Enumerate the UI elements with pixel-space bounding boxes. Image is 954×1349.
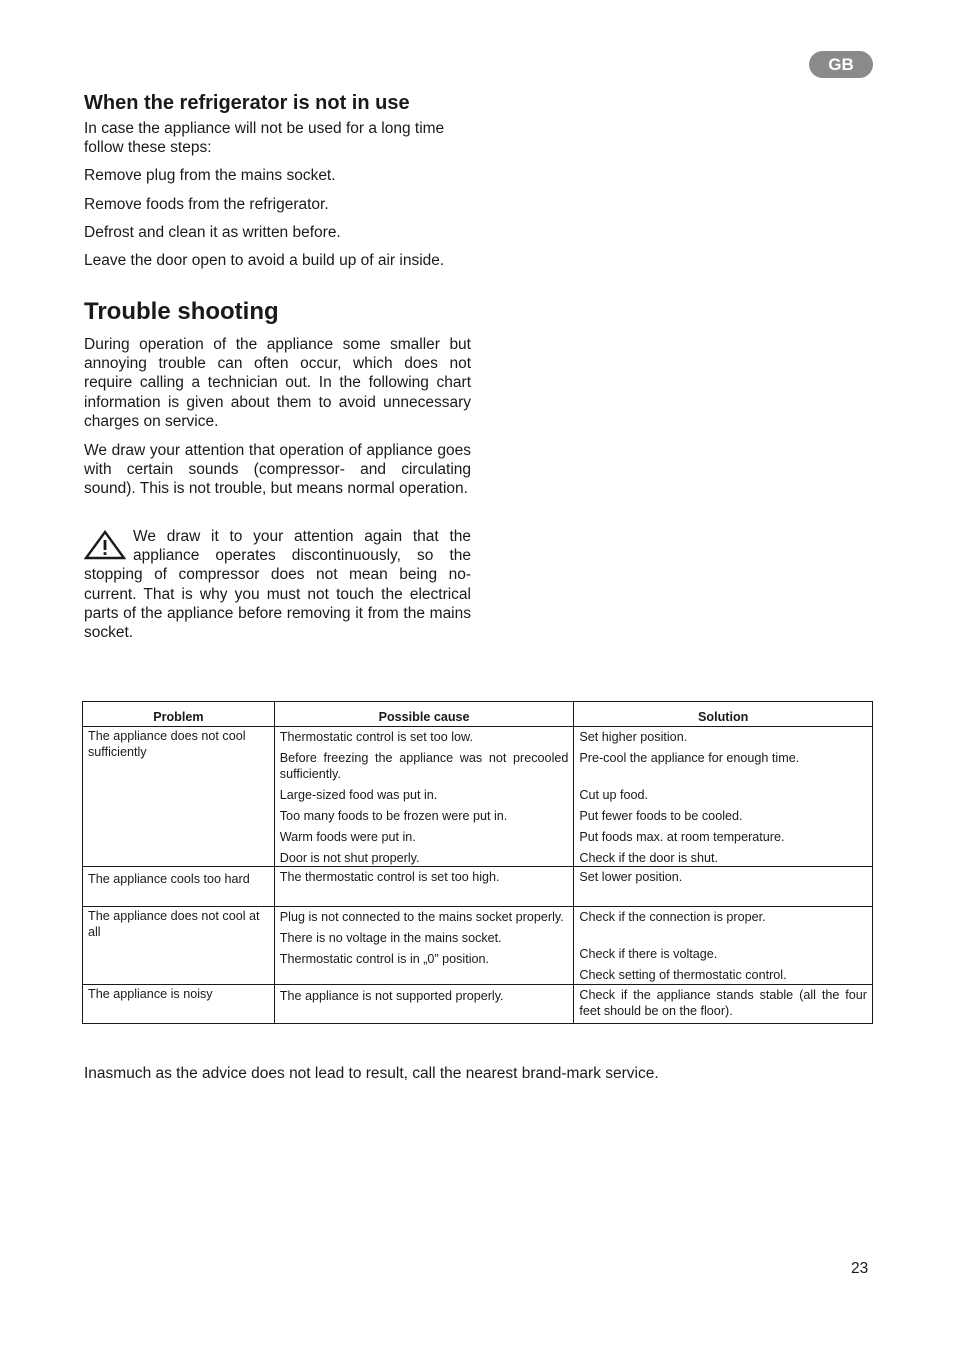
table-row <box>83 985 873 1024</box>
column-header-cause: Possible cause <box>274 702 574 727</box>
solution-cell <box>574 867 873 907</box>
warning-text: We draw it to your attention again that the appliance operates discontinuously, so the stopping of compressor does not mean being no-current. That is why you must not touch the electrical parts of the appliance before removing it from the mains socket. <box>84 528 471 642</box>
solution-item: Put foods max. at room temperature. <box>579 830 785 844</box>
solution-cell <box>574 907 873 985</box>
step-item: Leave the door open to avoid a build up of air inside. <box>84 252 445 269</box>
cause-item: Before freezing the appliance was not precooled sufficiently. <box>279 751 569 781</box>
cause-item: There is no voltage in the mains socket. <box>279 931 502 945</box>
problem-cell: The appliance is noisy <box>83 985 275 1024</box>
solution-item: Pre-cool the appliance for enough time. <box>579 751 800 765</box>
table-row <box>83 727 873 867</box>
step-item: Defrost and clean it as written before. <box>84 224 341 241</box>
solution-item: Check if the appliance stands stable (all the four feet should be on the floor). <box>579 988 867 1018</box>
cause-item: Plug is not connected to the mains socket properly. <box>279 910 564 924</box>
intro-paragraph: In case the appliance will not be used for a long time follow these steps: <box>84 120 445 157</box>
problem-cell: The appliance does not cool sufficiently <box>83 727 275 867</box>
trouble-shooting-table <box>82 701 873 1024</box>
solution-cell <box>574 727 873 867</box>
solution-item: Set higher position. <box>579 730 688 744</box>
cause-item: Warm foods were put in. <box>279 830 416 844</box>
table-header-row <box>83 702 873 727</box>
column-header-problem: Problem <box>83 702 275 727</box>
trouble-intro-paragraph: During operation of the appliance some smaller but annoying trouble can often occur, which does not require calling a technician out. In the following chart information is given about them to avoid unnecessary charges on service. <box>84 336 471 430</box>
page-number: 23 <box>851 1260 869 1277</box>
step-item: Remove plug from the mains socket. <box>84 167 336 184</box>
cause-cell <box>274 867 574 907</box>
cause-item: The thermostatic control is set too high. <box>279 870 500 884</box>
column-header-solution: Solution <box>574 702 873 727</box>
solution-item: Check if there is voltage. <box>579 947 718 961</box>
solution-item: Put fewer foods to be cooled. <box>579 809 743 823</box>
cause-item: The appliance is not supported properly. <box>279 989 504 1003</box>
sounds-paragraph: We draw your attention that operation of appliance goes with certain sounds (compressor- and circulating sound). This is not trouble, but means normal operation. <box>84 442 471 498</box>
solution-item: Check setting of thermostatic control. <box>579 968 787 982</box>
step-item: Remove foods from the refrigerator. <box>84 196 329 213</box>
solution-item: Set lower position. <box>579 870 683 884</box>
table-row <box>83 907 873 985</box>
language-badge: GB <box>809 51 873 78</box>
warning-paragraph <box>84 527 471 642</box>
table-row <box>83 867 873 907</box>
problem-cell: The appliance cools too hard <box>83 867 275 907</box>
section-heading-not-in-use: When the refrigerator is not in use <box>84 92 410 114</box>
cause-item: Thermostatic control is in „0” position. <box>279 952 490 966</box>
cause-cell <box>274 907 574 985</box>
cause-item: Thermostatic control is set too low. <box>279 730 473 744</box>
problem-cell: The appliance does not cool at all <box>83 907 275 985</box>
cause-cell <box>274 727 574 867</box>
cause-item: Door is not shut properly. <box>279 851 420 865</box>
solution-item: Cut up food. <box>579 788 648 802</box>
cause-item: Large-sized food was put in. <box>279 788 438 802</box>
footnote: Inasmuch as the advice does not lead to result, call the nearest brand-mark service. <box>84 1065 659 1082</box>
solution-item: Check if the door is shut. <box>579 851 718 865</box>
cause-item: Too many foods to be frozen were put in. <box>279 809 508 823</box>
section-heading-trouble-shooting: Trouble shooting <box>84 298 279 325</box>
solution-item: Check if the connection is proper. <box>579 910 766 924</box>
solution-cell <box>574 985 873 1024</box>
cause-cell <box>274 985 574 1024</box>
